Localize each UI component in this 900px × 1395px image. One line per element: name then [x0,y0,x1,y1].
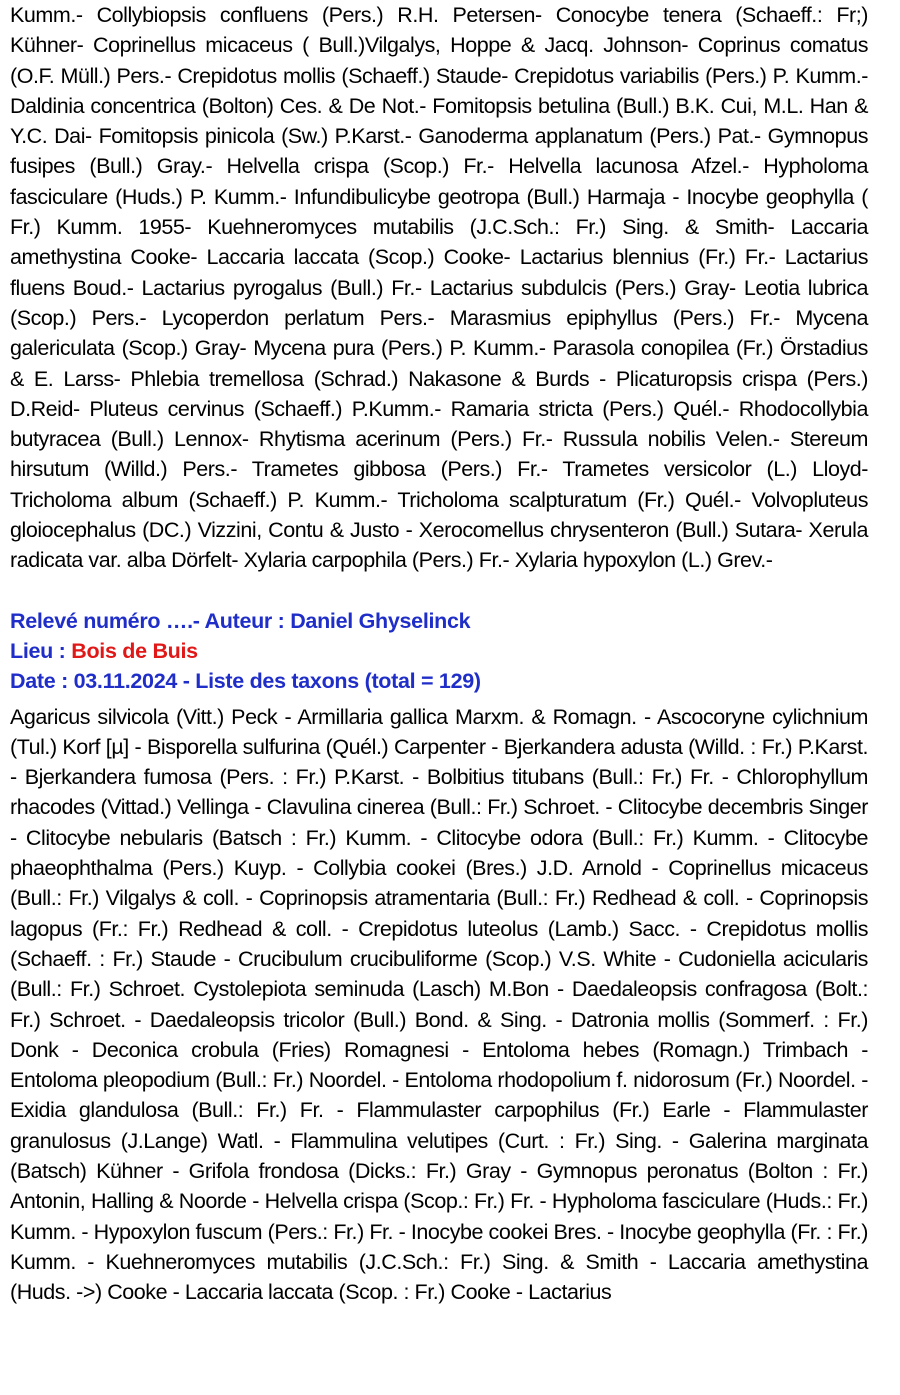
taxa-list-paragraph-1: Kumm.- Collybiopsis confluens (Pers.) R.H. Petersen- Conocybe tenera (Schaeff.: Fr;) Kühner- Coprinellus micaceus ( Bull.)Vilgalys, Hoppe & Jacq. Johnson- Coprinus comatus (O.F. Müll.) Pers.- Crepidotus mollis (Schaeff.) Staude- Crepidotus variabilis (Pers.) P. Kumm.- Daldinia concentrica (Bolton) Ces. & De Not.- Fomitopsis betulina (Bull.) B.K. Cui, M.L. Han & Y.C. Dai- Fomitopsis pinicola (Sw.) P.Karst.- Ganoderma applanatum (Pers.) Pat.- Gymnopus fusipes (Bull.) Gray.- Helvella crispa (Scop.) Fr.- Helvella lacunosa Afzel.- Hypholoma fasciculare (Huds.) P. Kumm.- Infundibulicybe geotropa (Bull.) Harmaja - Inocybe geophylla ( Fr.) Kumm. 1955- Kuehneromyces mutabilis (J.C.Sch.: Fr.) Sing. & Smith- Laccaria amethystina Cooke- Laccaria laccata (Scop.) Cooke- Lactarius blennius (Fr.) Fr.- Lactarius fluens Boud.- Lactarius pyrogalus (Bull.) Fr.- Lactarius subdulcis (Pers.) Gray- Leotia lubrica (Scop.) Pers.- Lycoperdon perlatum Pers.- Marasmius epiphyllus (Pers.) Fr.- Mycena galericulata (Scop.) Gray- Mycena pura (Pers.) P. Kumm.- Parasola conopilea (Fr.) Örstadius & E. Larss- Phlebia tremellosa (Schrad.) Nakasone & Burds - Plicaturopsis crispa (Pers.) D.Reid- Pluteus cervinus (Schaeff.) P.Kumm.- Ramaria stricta (Pers.) Quél.- Rhodocollybia butyracea (Bull.) Lennox- Rhytisma acerinum (Pers.) Fr.- Russula nobilis Velen.- Stereum hirsutum (Willd.) Pers.- Trametes gibbosa (Pers.) Fr.- Trametes versicolor (L.) Lloyd- Tricholoma album (Schaeff.) P. Kumm.- Tricholoma scalpturatum (Fr.) Quél.- Volvopluteus gloiocephalus (DC.) Vizzini, Contu & Justo - Xerocomellus chrysenteron (Bull.) Sutara- Xerula radicata var. alba Dörfelt- Xylaria carpophila (Pers.) Fr.- Xylaria hypoxylon (L.) Grev.- [10,3,868,573]
releve-author-heading: Relevé numéro ….- Auteur : Daniel Ghyselinck [10,608,471,633]
date-heading: Date : 03.11.2024 - Liste des taxons (total = 129) [10,669,481,694]
lieu-value: Bois de Buis [71,638,198,663]
taxa-list-paragraph-2: Agaricus silvicola (Vitt.) Peck - Armillaria gallica Marxm. & Romagn. - Ascocoryne cylichnium (Tul.) Korf [µ] - Bisporella sulfurina (Quél.) Carpenter - Bjerkandera adusta (Willd. : Fr.) P.Karst. - Bjerkandera fumosa (Pers. : Fr.) P.Karst. - Bolbitius titubans (Bull.: Fr.) Fr. - Chlorophyllum rhacodes (Vittad.) Vellinga - Clavulina cinerea (Bull.: Fr.) Schroet. - Clitocybe decembris Singer - Clitocybe nebularis (Batsch : Fr.) Kumm. - Clitocybe odora (Bull.: Fr.) Kumm. - Clitocybe phaeophthalma (Pers.) Kuyp. - Collybia cookei (Bres.) J.D. Arnold - Coprinellus micaceus (Bull.: Fr.) Vilgalys & coll. - Coprinopsis atramentaria (Bull.: Fr.) Redhead & coll. - Coprinopsis lagopus (Fr.: Fr.) Redhead & coll. - Crepidotus luteolus (Lamb.) Sacc. - Crepidotus mollis (Schaeff. : Fr.) Staude - Crucibulum crucibuliforme (Scop.) V.S. White - Cudoniella acicularis (Bull.: Fr.) Schroet. Cystolepiota seminuda (Lasch) M.Bon - Daedaleopsis confragosa (Bolt.: Fr.) Schroet. - Daedaleopsis tricolor (Bull.) Bond. & Sing. - Datronia mollis (Sommerf. : Fr.) Donk - Deconica crobula (Fries) Romagnesi - Entoloma hebes (Romagn.) Trimbach - Entoloma pleopodium (Bull.: Fr.) Noordel. - Entoloma rhodopolium f. nidorosum (Fr.) Noordel. - Exidia glandulosa (Bull.: Fr.) Fr. - Flammulaster carpophilus (Fr.) Earle - Flammulaster granulosus (J.Lange) Watl. - Flammulina velutipes (Curt. : Fr.) Sing. - Galerina marginata (Batsch) Kühner - Grifola frondosa (Dicks.: Fr.) Gray - Gymnopus peronatus (Bolton : Fr.) Antonin, Halling & Noorde - Helvella crispa (Scop.: Fr.) Fr. - Hypholoma fasciculare (Huds.: Fr.) Kumm. - Hypoxylon fuscum (Pers.: Fr.) Fr. - Inocybe cookei Bres. - Inocybe geophylla (Fr. : Fr.) Kumm. - Kuehneromyces mutabilis (J.C.Sch.: Fr.) Sing. & Smith - Laccaria amethystina (Huds. ->) Cooke - Laccaria laccata (Scop. : Fr.) Cooke - Lactarius [10,704,868,1305]
paragraph-gap [10,576,868,606]
lieu-label: Lieu : [10,638,72,663]
lieu-heading [10,636,868,666]
document-page [10,0,868,1307]
